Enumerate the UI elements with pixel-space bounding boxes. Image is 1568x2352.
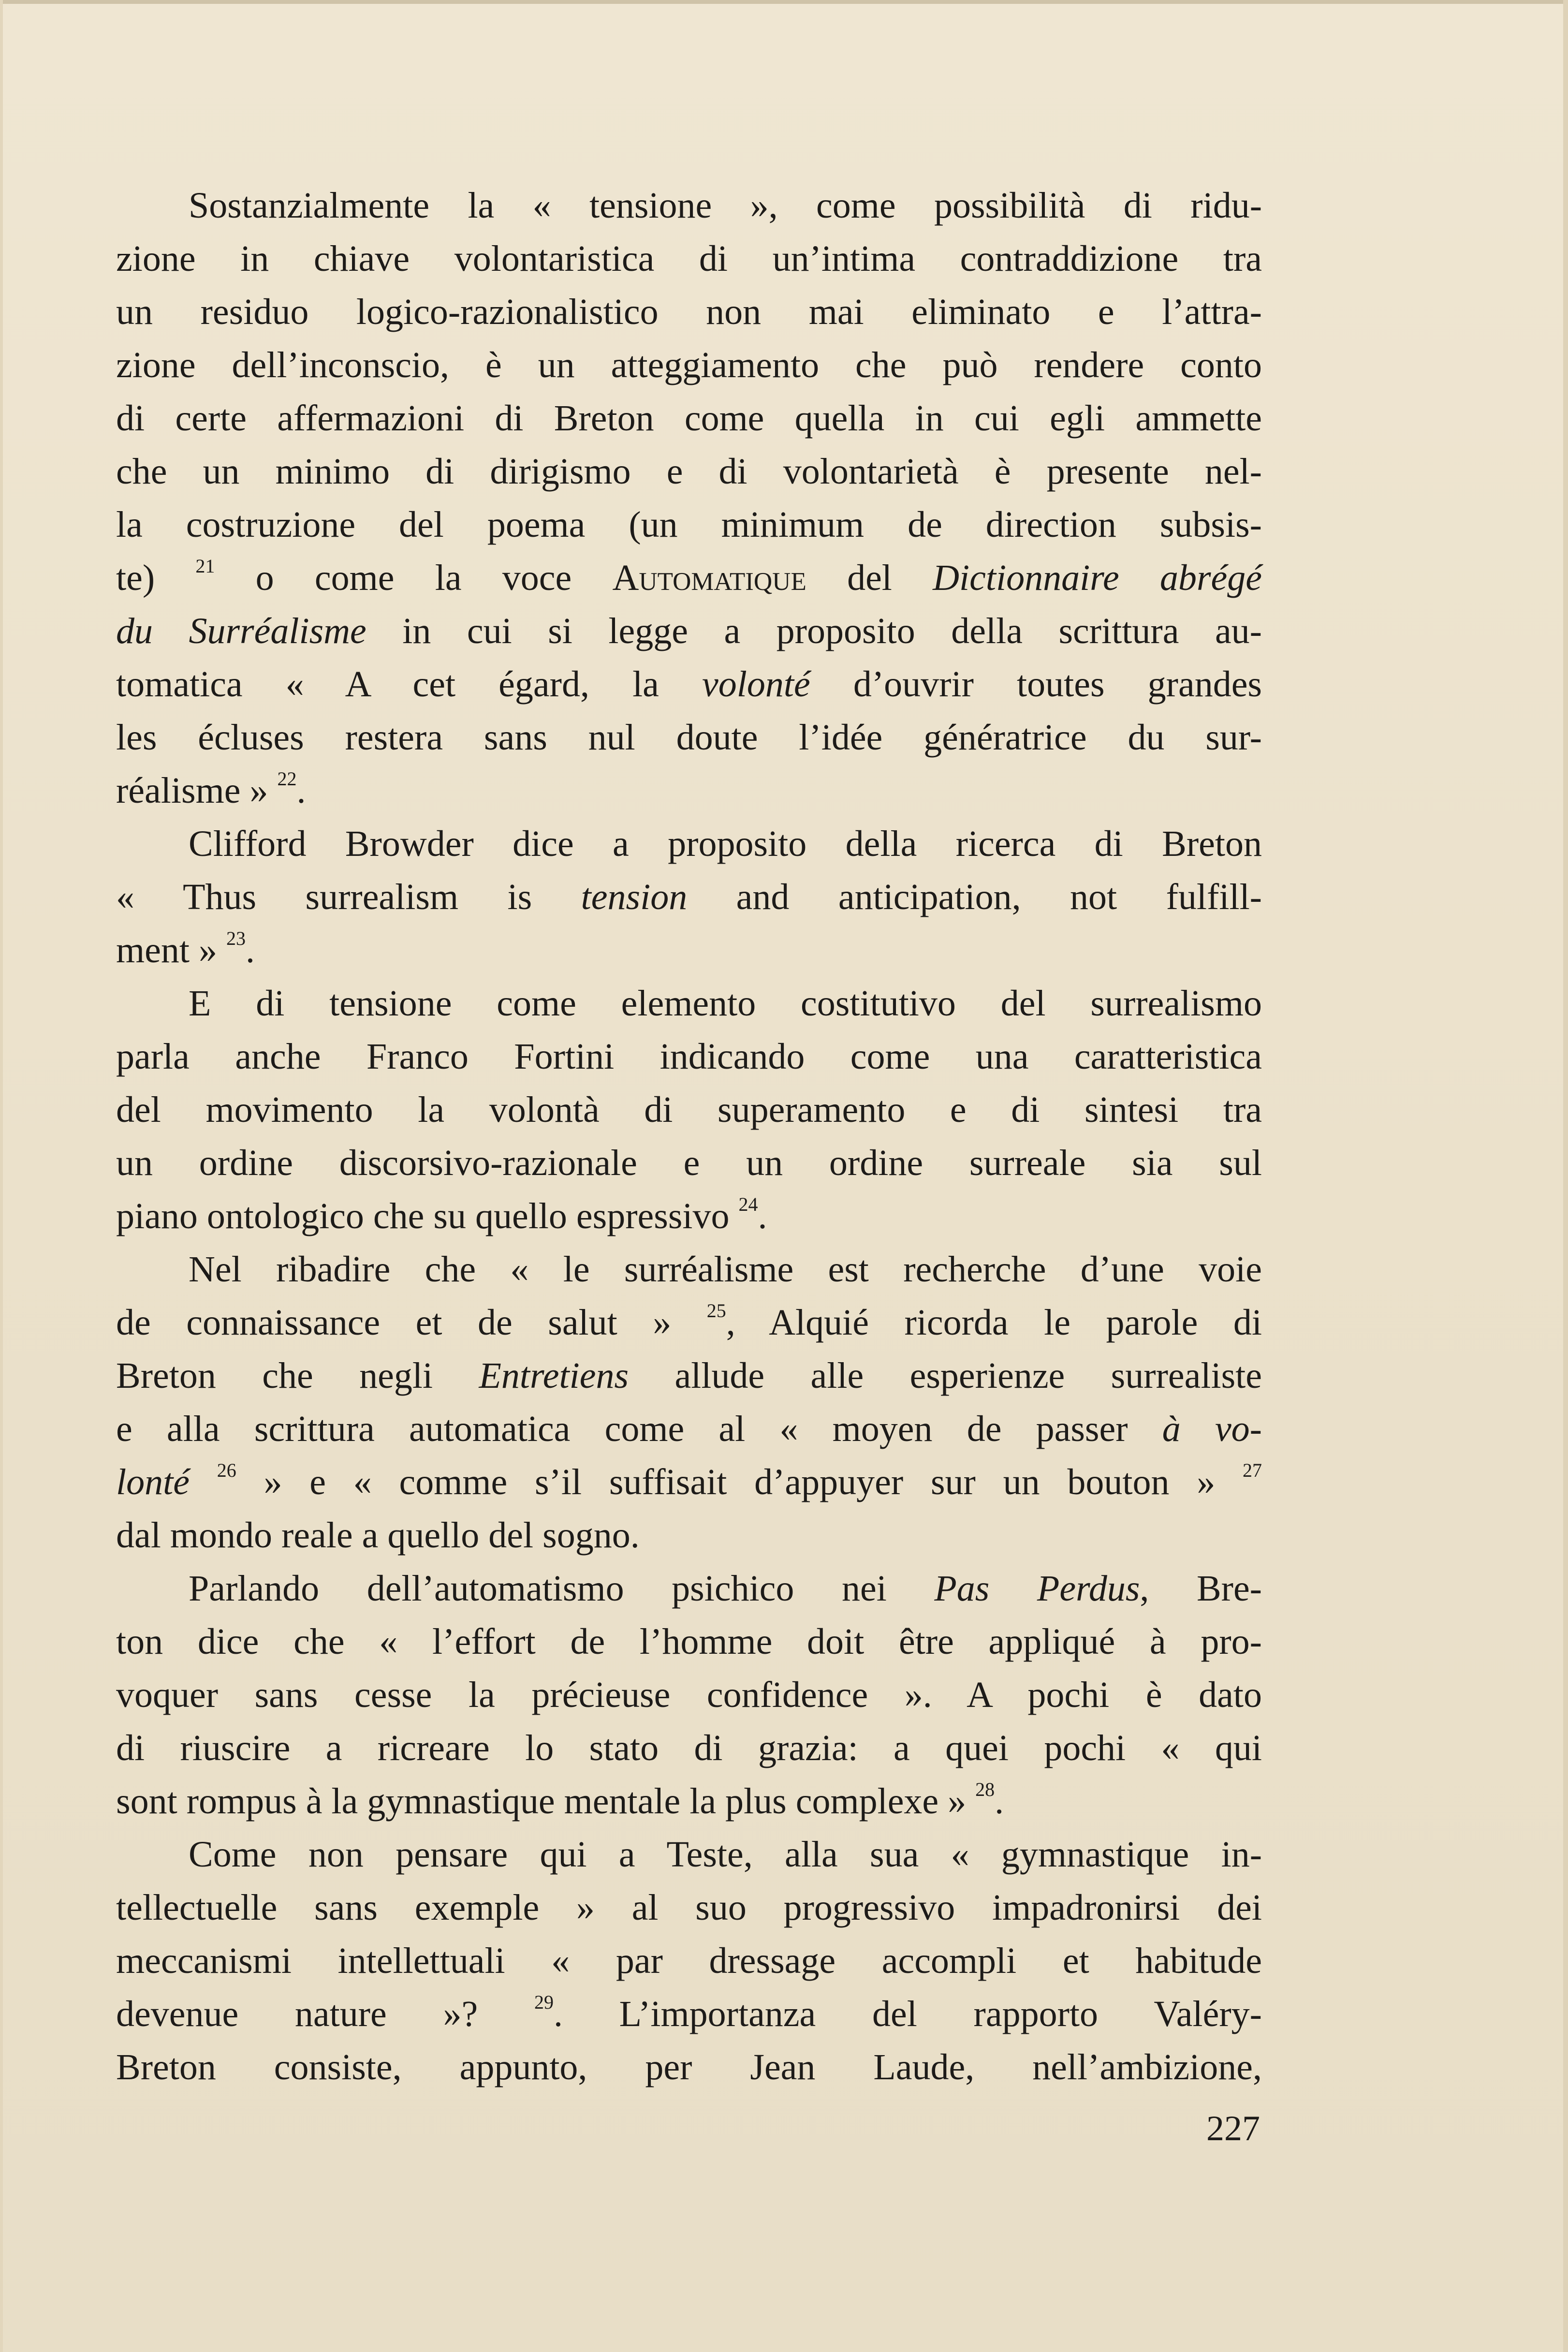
text-line: Come non pensare qui a Teste, alla sua « gymnastique in- (189, 1834, 1262, 1875)
footnote-ref: 22 (277, 768, 297, 790)
footnote-ref: 27 (1243, 1459, 1262, 1481)
text-line: piano ontologico che su quello espressivo $^{24}$. (116, 1193, 767, 1236)
text-line: dal mondo reale a quello del sogno. (116, 1515, 640, 1556)
text-line: zione dell’inconscio, è un atteggiamento che può rendere conto (116, 345, 1262, 385)
text-line: « Thus surrealism is tension and anticipation, not fulfill- (116, 877, 1262, 917)
italic-word: tension (581, 877, 688, 917)
text-line: la costruzione del poema (un minimum de direction subsis- (116, 504, 1262, 545)
small-caps-term: Automatique (612, 558, 806, 598)
italic-word: lonté (116, 1462, 190, 1502)
text-line: tellectuelle sans exemple » al suo progressivo impadronirsi dei (116, 1887, 1262, 1928)
footnote-ref: 21 (195, 555, 215, 577)
text-line: che un minimo di dirigismo e di volontarietà è presente nel- (116, 451, 1262, 492)
italic-word: à vo- (1162, 1409, 1262, 1449)
text-line: réalisme » $^{22}$. (116, 768, 306, 811)
text-line: di certe affermazioni di Breton come quella in cui egli ammette (116, 398, 1262, 439)
footnote-ref: 29 (534, 1991, 554, 2013)
text-line: Sostanzialmente la « tensione », come possibilità di ridu- (189, 185, 1262, 226)
text-line: un residuo logico-razionalistico non mai eliminato e l’attra- (116, 292, 1262, 332)
text-line: Clifford Browder dice a proposito della ricerca di Breton (189, 823, 1262, 864)
text-line: sont rompus à la gymnastique mentale la plus complexe » $^{28}$. (116, 1779, 1004, 1822)
body-text (116, 179, 1262, 2094)
page-number: 227 (1206, 2109, 1260, 2148)
text-line: parla anche Franco Fortini indicando come una caratteristica (116, 1036, 1262, 1077)
footnote-ref: 23 (226, 927, 246, 949)
italic-word: volonté (702, 664, 810, 705)
text-line: Breton consiste, appunto, per Jean Laude, nell’ambizione, (116, 2047, 1262, 2087)
italic-title: du Surréalisme (116, 611, 366, 651)
italic-title: Entretiens (479, 1355, 629, 1396)
footnote-ref: 24 (738, 1193, 758, 1215)
text-line: E di tensione come elemento costitutivo del surrealismo (189, 983, 1262, 1024)
text-line: ment » $^{23}$. (116, 927, 255, 970)
text-line: ton dice che « l’effort de l’homme doit être appliqué à pro- (116, 1621, 1262, 1662)
italic-title: Pas Perdus (934, 1568, 1140, 1609)
text-line: du Surréalisme in cui si legge a proposito della scrittura au- (116, 611, 1262, 651)
text-line: voquer sans cesse la précieuse confidence ». A pochi è dato (116, 1675, 1262, 1715)
text-line: les écluses restera sans nul doute l’idée génératrice du sur- (116, 717, 1262, 758)
text-line: devenue nature »? $^{29}$. L’importanza del rapporto Valéry- (116, 1991, 1262, 2034)
page-top-edge (0, 0, 1568, 4)
text-line: Nel ribadire che « le surréalisme est recherche d’une voie (189, 1249, 1262, 1290)
text-line: meccanismi intellettuali « par dressage accompli et habitude (116, 1940, 1262, 1981)
italic-title: Dictionnaire abrégé (933, 558, 1262, 598)
text-line: Breton che negli Entretiens allude alle esperienze surrealiste (116, 1355, 1262, 1396)
text-line: tomatica « A cet égard, la volonté d’ouvrir toutes grandes (116, 664, 1262, 705)
footnote-ref: 26 (217, 1459, 236, 1481)
text-line: de connaissance et de salut » $^{25}$, Alquié ricorda le parole di (116, 1300, 1262, 1343)
footnote-ref: 28 (975, 1779, 995, 1800)
text-line: di riuscire a ricreare lo stato di grazia: a quei pochi « qui (116, 1728, 1262, 1768)
footnote-ref: 25 (706, 1300, 726, 1322)
page-left-edge (0, 0, 3, 2352)
text-line: e alla scrittura automatica come al « moyen de passer à vo- (116, 1409, 1262, 1449)
text-line: lonté $^{26}$ » e « comme s’il suffisait d’appuyer sur un bouton » $^{27}$ (116, 1459, 1262, 1502)
text-line: zione in chiave volontaristica di un’intima contraddizione tra (116, 238, 1262, 279)
page-right-edge (1563, 0, 1568, 2352)
text-line: Parlando dell’automatismo psichico nei Pas Perdus, Bre- (189, 1568, 1262, 1609)
text-line: te) $^{21}$ o come la voce Automatique del Dictionnaire abrégé (116, 555, 1262, 598)
text-line: del movimento la volontà di superamento e di sintesi tra (116, 1089, 1262, 1130)
text-line: un ordine discorsivo-razionale e un ordine surreale sia sul (116, 1143, 1262, 1183)
